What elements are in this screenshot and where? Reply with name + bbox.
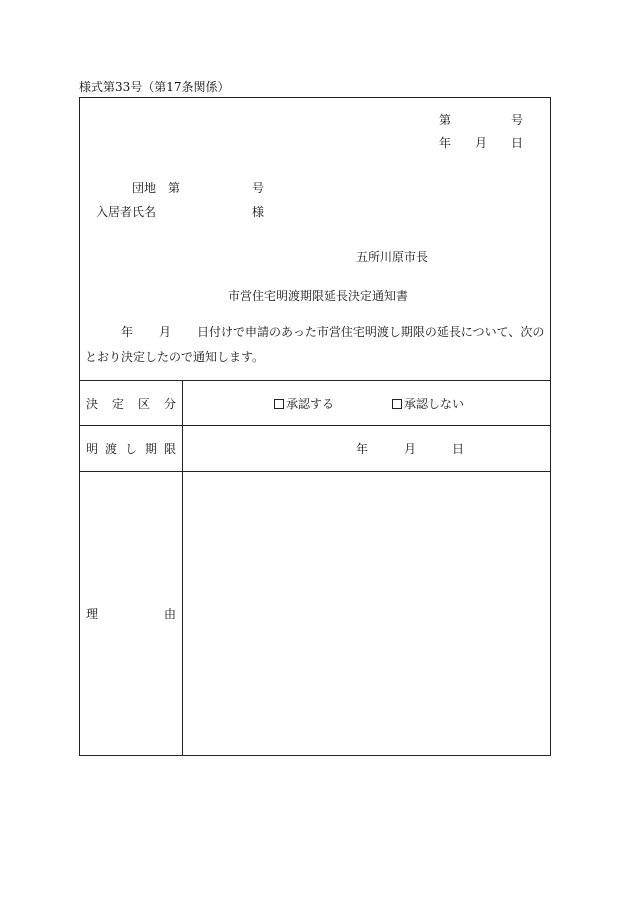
- body-year: 年: [121, 325, 134, 339]
- reject-checkbox[interactable]: [392, 399, 402, 409]
- decision-label-char: 定: [112, 397, 125, 411]
- addressee-go: 号: [252, 181, 265, 195]
- row-divider-2: [79, 471, 551, 472]
- deadline-label-char: 渡: [105, 442, 118, 456]
- deadline-label-char: 明: [86, 442, 99, 456]
- body-month: 月: [159, 325, 172, 339]
- reason-label-left: 理: [86, 607, 99, 621]
- approve-label: 承認する: [286, 397, 335, 411]
- issuer-name: 五所川原市長: [356, 250, 429, 264]
- deadline-month: 月: [404, 442, 417, 456]
- document-title: 市営住宅明渡期限延長決定通知書: [228, 289, 409, 303]
- column-divider: [182, 380, 183, 756]
- deadline-label-char: し: [125, 442, 138, 456]
- doc-number-go: 号: [511, 113, 524, 127]
- addressee-dai: 第: [168, 181, 181, 195]
- date-month: 月: [475, 136, 488, 150]
- honorific-sama: 様: [252, 205, 265, 219]
- row-divider-1: [79, 425, 551, 426]
- resident-name-label: 入居者氏名: [96, 205, 157, 219]
- deadline-day: 日: [452, 442, 465, 456]
- reject-label: 承認しない: [404, 397, 465, 411]
- approve-option[interactable]: [274, 398, 334, 410]
- doc-number-dai: 第: [439, 113, 452, 127]
- reason-field[interactable]: [184, 473, 549, 754]
- date-day: 日: [511, 136, 524, 150]
- notice-body: [87, 320, 547, 370]
- decision-label-char: 分: [164, 397, 177, 411]
- notice-body-line-2: とおり決定したので通知します。: [85, 350, 265, 364]
- deadline-label-char: 期: [145, 442, 158, 456]
- approve-checkbox[interactable]: [274, 399, 284, 409]
- decision-label-char: 決: [86, 397, 99, 411]
- deadline-label-char: 限: [164, 442, 177, 456]
- body-line1-rest: 日付けで申請のあった市営住宅明渡し期限の延長について、次の: [197, 325, 545, 339]
- deadline-year: 年: [356, 442, 369, 456]
- decision-label-char: 区: [138, 397, 151, 411]
- notice-body-line-1: [87, 320, 547, 345]
- form-number: 様式第33号（第17条関係）: [79, 80, 230, 94]
- reject-option[interactable]: [392, 398, 464, 410]
- addressee-danchi: 団地: [132, 181, 157, 195]
- reason-label-right: 由: [164, 607, 177, 621]
- date-year: 年: [439, 136, 452, 150]
- table-top-border: [79, 380, 551, 381]
